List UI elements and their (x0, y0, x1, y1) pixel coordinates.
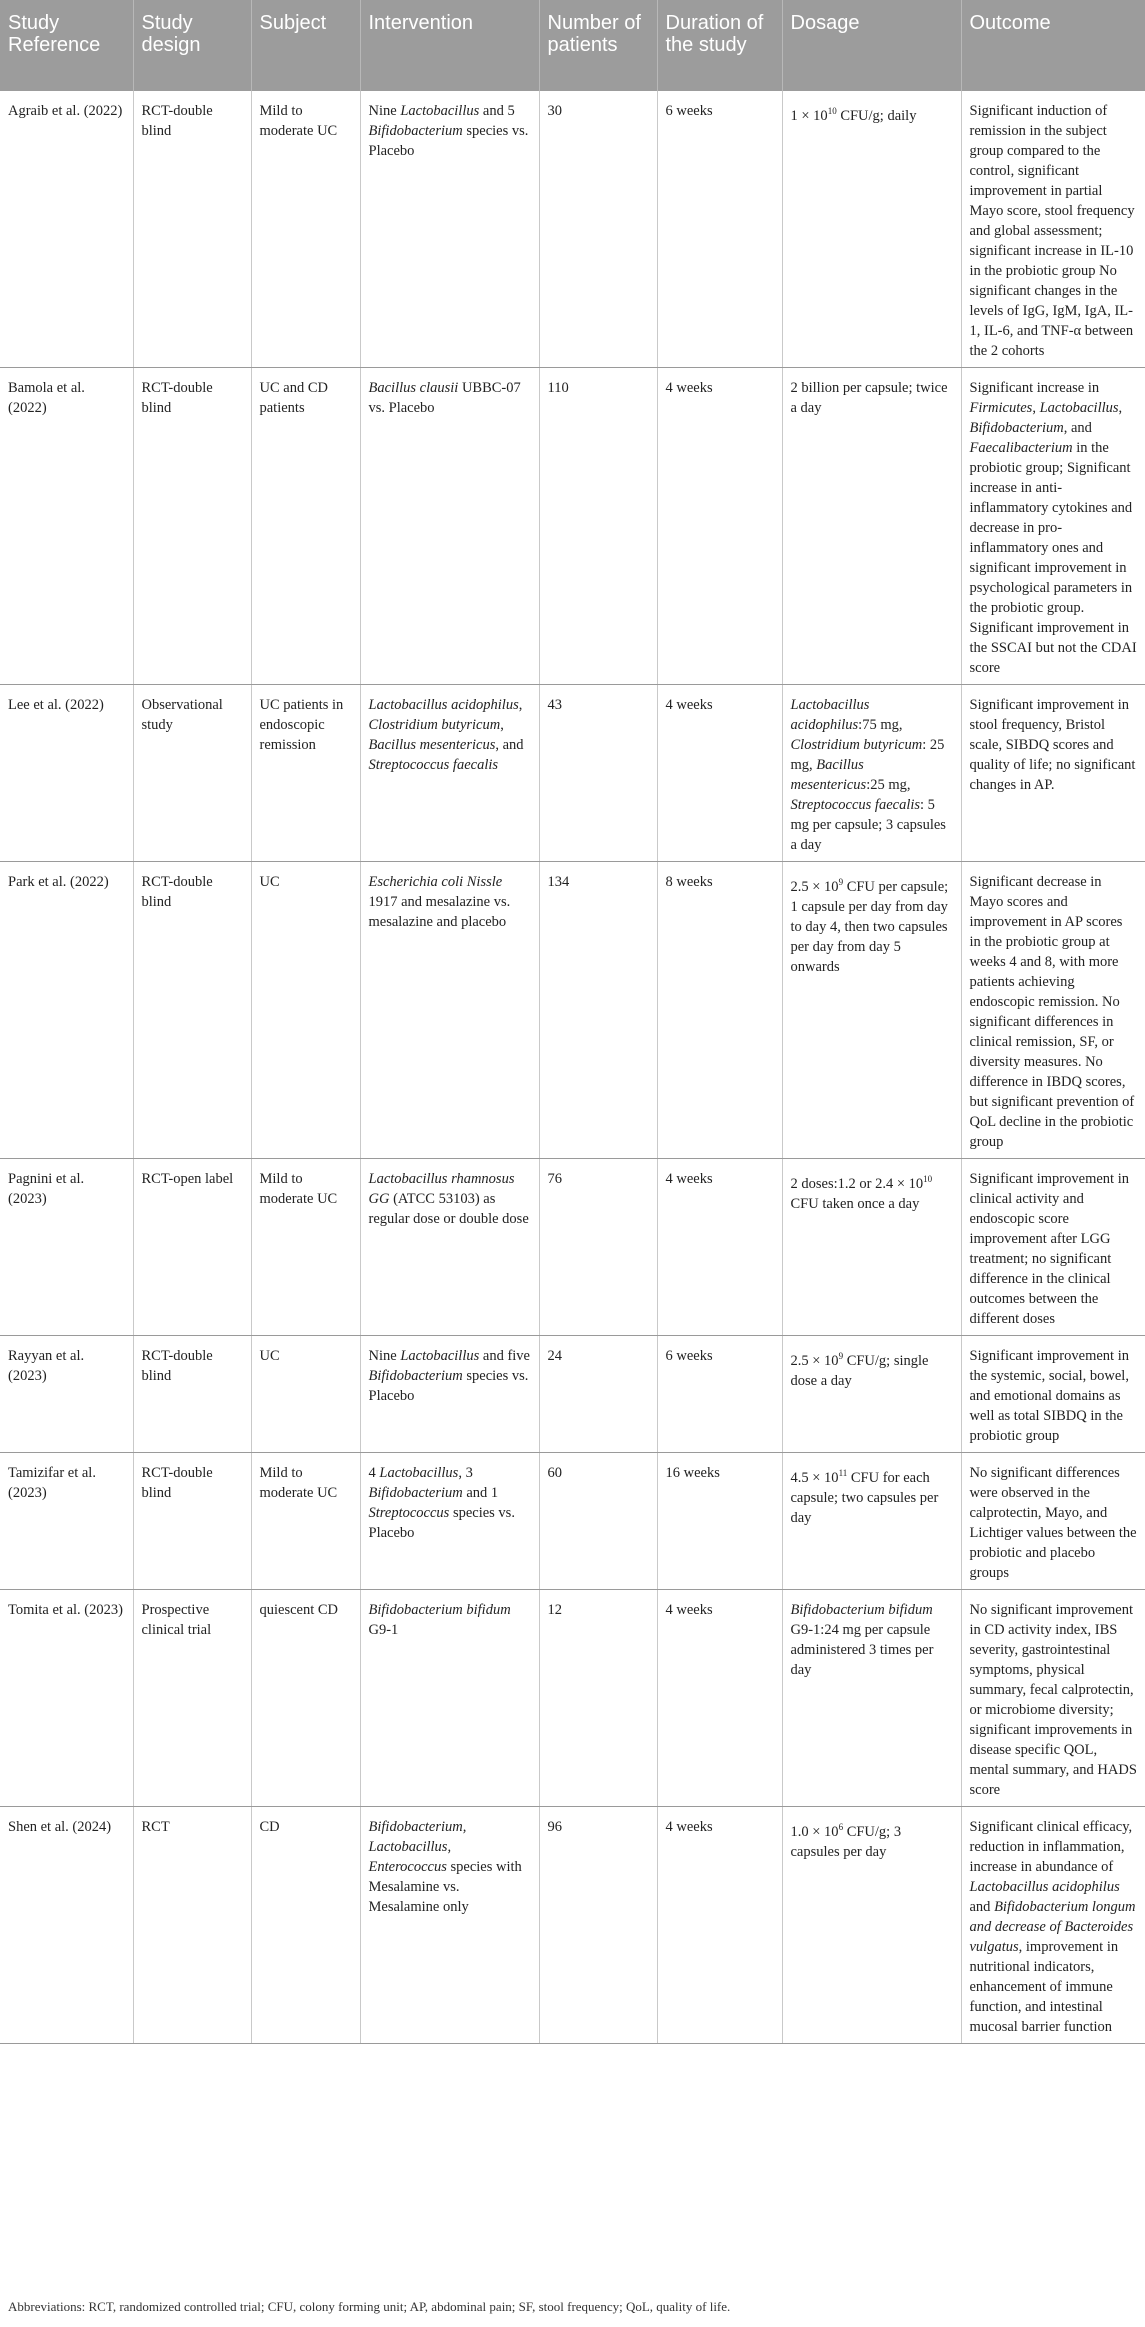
table-row (0, 1590, 1145, 1807)
table-header (0, 0, 1145, 91)
cell-subject: Mild to moderate UC (251, 1453, 360, 1590)
header-outcome: Outcome (961, 0, 1145, 91)
cell-dosage: Bifidobacterium bifidum G9-1:24 mg per capsule administered 3 times per day (782, 1590, 961, 1807)
cell-study-reference: Rayyan et al. (2023) (0, 1336, 133, 1453)
cell-duration: 6 weeks (657, 1336, 782, 1453)
cell-number-of-patients: 43 (539, 685, 657, 862)
cell-study-reference: Lee et al. (2022) (0, 685, 133, 862)
cell-duration: 16 weeks (657, 1453, 782, 1590)
header-intervention: Intervention (360, 0, 539, 91)
header-number-of-patients: Number of patients (539, 0, 657, 91)
cell-study-design: Observational study (133, 685, 251, 862)
cell-dosage: 2 doses:1.2 or $2.4 \times 10^{10}$ CFU taken once a day (782, 1159, 961, 1336)
cell-intervention: Lactobacillus acidophilus, Clostridium butyricum, Bacillus mesentericus, and Streptococcus faecalis (360, 685, 539, 862)
cell-study-reference: Bamola et al. (2022) (0, 368, 133, 685)
cell-subject: quiescent CD (251, 1590, 360, 1807)
table-body (0, 91, 1145, 2044)
table-row (0, 368, 1145, 685)
cell-study-design: RCT-double blind (133, 91, 251, 368)
cell-outcome: Significant decrease in Mayo scores and improvement in AP scores in the probiotic group at weeks 4 and 8, with more patients achieving endoscopic remission. No significant differences in clinical remission, SF, or diversity measures. No difference in IBDQ scores, but significant prevention of QoL decline in the probiotic group (961, 862, 1145, 1159)
cell-subject: UC (251, 1336, 360, 1453)
cell-outcome: No significant improvement in CD activity index, IBS severity, gastrointestinal symptoms, physical summary, fecal calprotectin, or microbiome diversity; significant improvements in disease specific QOL, mental summary, and HADS score (961, 1590, 1145, 1807)
cell-intervention: Nine Lactobacillus and five Bifidobacterium species vs. Placebo (360, 1336, 539, 1453)
cell-number-of-patients: 96 (539, 1807, 657, 2044)
cell-number-of-patients: 110 (539, 368, 657, 685)
cell-intervention: Bifidobacterium, Lactobacillus, Enterococcus species with Mesalamine vs. Mesalamine only (360, 1807, 539, 2044)
cell-intervention: 4 Lactobacillus, 3 Bifidobacterium and 1 Streptococcus species vs. Placebo (360, 1453, 539, 1590)
header-dosage: Dosage (782, 0, 961, 91)
cell-study-design: RCT-double blind (133, 1453, 251, 1590)
table-row (0, 1336, 1145, 1453)
cell-duration: 8 weeks (657, 862, 782, 1159)
table-row (0, 1807, 1145, 2044)
cell-intervention: Nine Lactobacillus and 5 Bifidobacterium species vs. Placebo (360, 91, 539, 368)
cell-dosage: 2 billion per capsule; twice a day (782, 368, 961, 685)
cell-number-of-patients: 60 (539, 1453, 657, 1590)
cell-subject: UC patients in endoscopic remission (251, 685, 360, 862)
cell-duration: 4 weeks (657, 1159, 782, 1336)
cell-study-reference: Tamizifar et al. (2023) (0, 1453, 133, 1590)
cell-intervention: Bifidobacterium bifidum G9-1 (360, 1590, 539, 1807)
cell-study-design: RCT-double blind (133, 862, 251, 1159)
cell-study-reference: Pagnini et al. (2023) (0, 1159, 133, 1336)
cell-outcome: No significant differences were observed in the calprotectin, Mayo, and Lichtiger values between the probiotic and placebo groups (961, 1453, 1145, 1590)
cell-subject: UC (251, 862, 360, 1159)
cell-study-design: RCT (133, 1807, 251, 2044)
cell-duration: 6 weeks (657, 91, 782, 368)
cell-study-reference: Tomita et al. (2023) (0, 1590, 133, 1807)
table-row (0, 91, 1145, 368)
cell-dosage: $2.5 \times 10^9$ CFU per capsule; 1 capsule per day from day to day 4, then two capsules per day from day 5 onwards (782, 862, 961, 1159)
cell-study-design: Prospective clinical trial (133, 1590, 251, 1807)
cell-duration: 4 weeks (657, 685, 782, 862)
cell-intervention: Bacillus clausii UBBC-07 vs. Placebo (360, 368, 539, 685)
cell-intervention: Escherichia coli Nissle 1917 and mesalazine vs. mesalazine and placebo (360, 862, 539, 1159)
table-row (0, 685, 1145, 862)
cell-outcome: Significant improvement in clinical activity and endoscopic score improvement after LGG treatment; no significant difference in the clinical outcomes between the different doses (961, 1159, 1145, 1336)
header-duration: Duration of the study (657, 0, 782, 91)
cell-subject: UC and CD patients (251, 368, 360, 685)
cell-outcome: Significant improvement in stool frequency, Bristol scale, SIBDQ scores and quality of life; no significant changes in AP. (961, 685, 1145, 862)
cell-subject: Mild to moderate UC (251, 1159, 360, 1336)
cell-outcome: Significant induction of remission in the subject group compared to the control, significant improvement in partial Mayo score, stool frequency and global assessment; significant increase in IL-10 in the probiotic group No significant changes in the levels of IgG, IgM, IgA, IL-1, IL-6, and TNF-α between the 2 cohorts (961, 91, 1145, 368)
cell-duration: 4 weeks (657, 1590, 782, 1807)
cell-number-of-patients: 134 (539, 862, 657, 1159)
cell-study-reference: Park et al. (2022) (0, 862, 133, 1159)
cell-subject: Mild to moderate UC (251, 91, 360, 368)
cell-study-reference: Shen et al. (2024) (0, 1807, 133, 2044)
cell-outcome: Significant clinical efficacy, reduction in inflammation, increase in abundance of Lactobacillus acidophilus and Bifidobacterium longum and decrease of Bacteroides vulgatus, improvement in nutritional indicators, enhancement of immune function, and intestinal mucosal barrier function (961, 1807, 1145, 2044)
header-study-reference: Study Reference (0, 0, 133, 91)
table-row (0, 862, 1145, 1159)
table-row (0, 1453, 1145, 1590)
cell-study-design: RCT-double blind (133, 1336, 251, 1453)
header-subject: Subject (251, 0, 360, 91)
cell-dosage: $1.0 \times 10^6$ CFU/g; 3 capsules per day (782, 1807, 961, 2044)
cell-intervention: Lactobacillus rhamnosus GG (ATCC 53103) as regular dose or double dose (360, 1159, 539, 1336)
cell-duration: 4 weeks (657, 1807, 782, 2044)
cell-study-reference: Agraib et al. (2022) (0, 91, 133, 368)
cell-number-of-patients: 30 (539, 91, 657, 368)
cell-duration: 4 weeks (657, 368, 782, 685)
cell-outcome: Significant improvement in the systemic, social, bowel, and emotional domains as well as total SIBDQ in the probiotic group (961, 1336, 1145, 1453)
cell-dosage: $2.5 \times 10^9$ CFU/g; single dose a day (782, 1336, 961, 1453)
cell-study-design: RCT-open label (133, 1159, 251, 1336)
cell-dosage: $1 \times 10^{10}$ CFU/g; daily (782, 91, 961, 368)
cell-dosage: Lactobacillus acidophilus:75 mg, Clostridium butyricum: 25 mg, Bacillus mesentericus:25 mg, Streptococcus faecalis: 5 mg per capsule; 3 capsules a day (782, 685, 961, 862)
abbreviations-footnote: Abbreviations: RCT, randomized controlled trial; CFU, colony forming unit; AP, abdominal pain; SF, stool frequency; QoL, quality of life. (8, 2299, 731, 2314)
table-row (0, 1159, 1145, 1336)
cell-subject: CD (251, 1807, 360, 2044)
cell-number-of-patients: 76 (539, 1159, 657, 1336)
cell-dosage: $4.5 \times 10^{11}$ CFU for each capsule; two capsules per day (782, 1453, 961, 1590)
header-study-design: Study design (133, 0, 251, 91)
cell-number-of-patients: 12 (539, 1590, 657, 1807)
cell-study-design: RCT-double blind (133, 368, 251, 685)
cell-number-of-patients: 24 (539, 1336, 657, 1453)
cell-outcome: Significant increase in Firmicutes, Lactobacillus, Bifidobacterium, and Faecalibacterium in the probiotic group; Significant increase in anti-inflammatory cytokines and decrease in pro-inflammatory ones and significant improvement in psychological parameters in the probiotic group. Significant improvement in the SSCAI but not the CDAI score (961, 368, 1145, 685)
